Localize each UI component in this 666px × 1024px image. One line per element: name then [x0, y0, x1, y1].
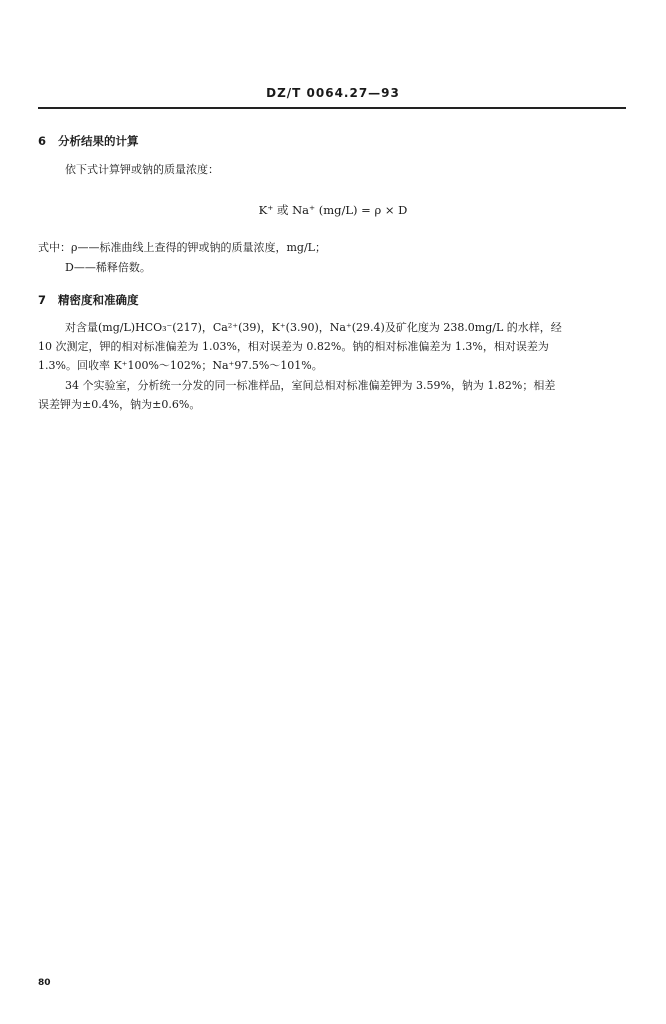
section-6-intro: 依下式计算钾或钠的质量浓度： [65, 163, 219, 176]
standard-code-header: DZ/T 0064.27—93 [266, 86, 400, 100]
section-7-heading [38, 292, 139, 308]
where-prefix: 式中： [38, 241, 71, 254]
formula: K⁺ 或 Na⁺ (mg/L) = ρ × D [258, 203, 408, 217]
para1-line2: 10 次测定，钾的相对标准偏差为 1.03%，相对误差为 0.82%。钠的相对标准偏差为 1.3%，相对误差为 [38, 340, 549, 353]
page-number: 80 [38, 978, 51, 988]
where-line-rho [38, 240, 326, 256]
section-6-title: 分析结果的计算 [58, 134, 139, 148]
para1-line3: 1.3%。回收率 K⁺100%～102%；Na⁺97.5%～101%。 [38, 359, 323, 372]
para2-line1: 34 个实验室，分析统一分发的同一标准样品，室间总相对标准偏差钾为 3.59%，钠为 1.82%；相差 [65, 379, 556, 392]
section-7-paragraph-1 [38, 318, 626, 375]
section-6-number: 6 [38, 134, 47, 148]
para1-line1: 对含量(mg/L)HCO₃⁻(217)，Ca²⁺(39)，K⁺(3.90)，Na⁺(29.4)及矿化度为 238.0mg/L 的水样，经 [65, 321, 562, 334]
section-7-title: 精密度和准确度 [58, 293, 139, 307]
section-7-number: 7 [38, 293, 47, 307]
section-6-heading [38, 133, 139, 149]
d-definition: D——稀释倍数。 [65, 261, 151, 274]
section-7-paragraph-2 [38, 376, 626, 414]
rho-definition: ρ——标准曲线上查得的钾或钠的质量浓度，mg/L； [71, 241, 326, 254]
para2-line2: 误差钾为±0.4%，钠为±0.6%。 [38, 398, 201, 411]
header-rule [38, 107, 626, 109]
